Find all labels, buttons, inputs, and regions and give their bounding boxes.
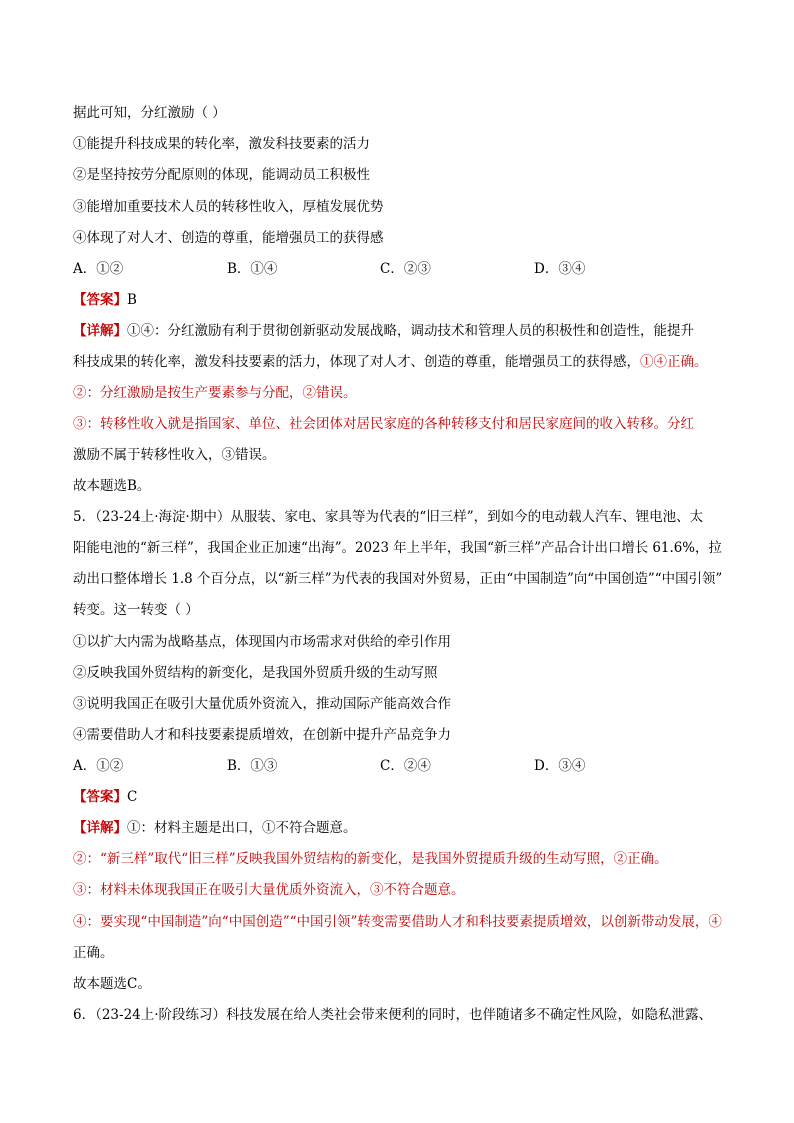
q5-detail-line-3: ③：材料未体现我国正在吸引大量优质外资流入，③不符合题意。 — [73, 882, 465, 898]
q5-conclusion: 故本题选C。 — [73, 976, 151, 992]
q4-stem-end: 据此可知，分红激励（ ） — [73, 105, 226, 121]
q5-option-c: C．②④ — [380, 758, 431, 774]
q4-conclusion: 故本题选B。 — [73, 478, 151, 494]
q5-stem-line-2: 阳能电池的“新三样”，我国企业正加速“出海”。2023 年上半年，我国“新三样”产品合计出口增长 61.6%，拉 — [73, 540, 722, 556]
q5-detail-text-1: ①：材料主题是出口，①不符合题意。 — [127, 820, 357, 836]
q5-option-b: B．①③ — [227, 758, 278, 774]
q4-detail-line-5: 激励不属于转移性收入，③错误。 — [73, 447, 276, 463]
q4-statement-4: ④体现了对人才、创造的尊重，能增强员工的获得感 — [73, 230, 384, 246]
q4-statement-1: ①能提升科技成果的转化率，激发科技要素的活力 — [73, 136, 370, 152]
q5-answer-line — [73, 788, 137, 806]
q4-statement-2: ②是坚持按劳分配原则的体现，能调动员工积极性 — [73, 167, 370, 183]
q5-stem-line-1: 5．（23-24上·海淀·期中）从服装、家电、家具等为代表的“旧三样”，到如今的电动载人汽车、锂电池、太 — [73, 509, 704, 525]
q4-option-a: A．①② — [73, 261, 124, 277]
q5-detail-line-1 — [73, 819, 357, 837]
q5-stem-line-3: 动出口整体增长 1.8 个百分点，以“新三样”为代表的我国对外贸易，正由“中国制造”向“中国创造”“中国引领” — [73, 571, 723, 587]
q5-option-a: A．①② — [73, 758, 124, 774]
q5-option-d: D．③④ — [534, 758, 586, 774]
q5-statement-3: ③说明我国正在吸引大量优质外资流入，推动国际产能高效合作 — [73, 696, 451, 712]
q4-option-c: C．②③ — [380, 261, 431, 277]
q4-detail-line-1 — [73, 322, 694, 340]
q4-option-b: B．①④ — [227, 261, 278, 277]
q5-statement-4: ④需要借助人才和科技要素提质增效，在创新中提升产品竞争力 — [73, 727, 451, 743]
q4-answer-tag: 【答案】 — [73, 292, 127, 308]
q4-detail-text-2b: ①④正确。 — [640, 354, 708, 370]
q4-answer: B — [127, 292, 137, 308]
q4-detail-line-4: ③：转移性收入就是指国家、单位、社会团体对居民家庭的各种转移支付和居民家庭间的收入转移。分红 — [73, 416, 694, 432]
q5-answer-tag: 【答案】 — [73, 789, 127, 805]
q4-answer-line — [73, 291, 137, 309]
q4-detail-line-2 — [73, 353, 708, 371]
q4-detail-tag: 【详解】 — [73, 323, 127, 339]
q5-answer: C — [127, 789, 138, 805]
q4-detail-line-3: ②：分红激励是按生产要素参与分配，②错误。 — [73, 385, 357, 401]
q4-statement-3: ③能增加重要技术人员的转移性收入，厚植发展优势 — [73, 199, 384, 215]
q4-option-d: D．③④ — [534, 261, 586, 277]
q4-detail-text-2a: 科技成果的转化率，激发科技要素的活力，体现了对人才、创造的尊重，能增强员工的获得感， — [73, 354, 640, 370]
q5-statement-2: ②反映我国外贸结构的新变化，是我国外贸质升级的生动写照 — [73, 665, 438, 681]
q6-stem-line-1: 6．（23-24上·阶段练习）科技发展在给人类社会带来便利的同时，也伴随诸多不确定性风险，如隐私泄露、 — [73, 1007, 713, 1023]
q5-detail-line-2: ②：“新三样”取代“旧三样”反映我国外贸结构的新变化，是我国外贸提质升级的生动写照，②正确。 — [73, 851, 668, 867]
q5-statement-1: ①以扩大内需为战略基点，体现国内市场需求对供给的牵引作用 — [73, 634, 451, 650]
q4-detail-text-1: ①④：分红激励有利于贯彻创新驱动发展战略，调动技术和管理人员的积极性和创造性，能提升 — [127, 323, 694, 339]
q5-detail-tag: 【详解】 — [73, 820, 127, 836]
q5-stem-line-4: 转变。这一转变（ ） — [73, 602, 199, 618]
q5-detail-line-4: ④：要实现“中国制造”向“中国创造”“中国引领”转变需要借助人才和科技要素提质增效，以创新带动发展，④ — [73, 914, 722, 930]
q5-detail-line-5: 正确。 — [73, 945, 114, 961]
